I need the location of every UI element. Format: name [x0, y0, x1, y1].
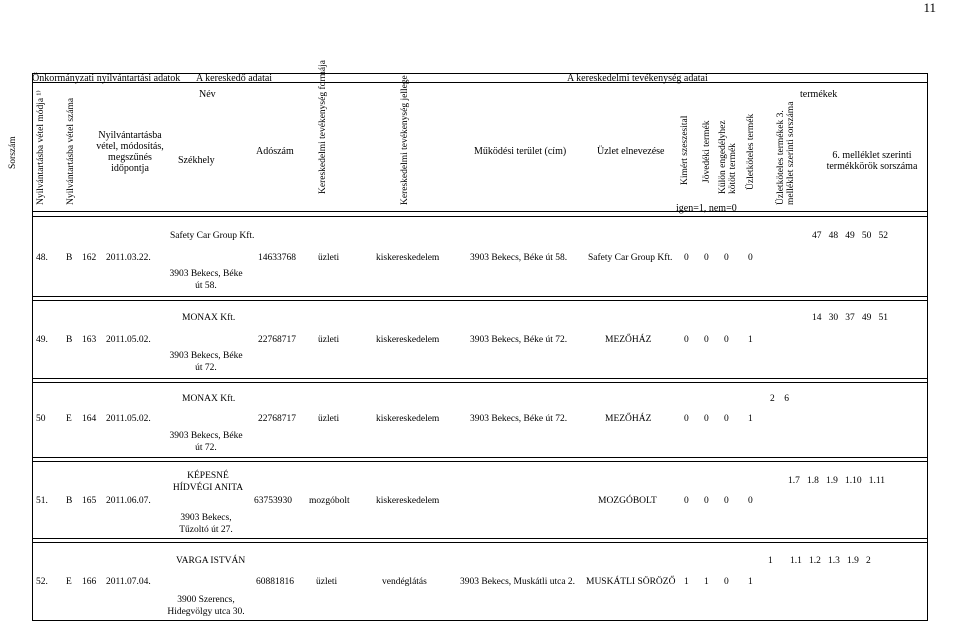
cell-flag-1: 0 — [684, 253, 689, 263]
cell-szekhely: 3900 Szerencs, Hidegvölgy utca 30. — [167, 595, 245, 617]
cell-sorszam: 48. — [36, 253, 48, 263]
cell-forma: mozgóbolt — [309, 496, 350, 506]
header-forma: Kereskedelmi tevékenység formája — [318, 60, 328, 194]
cell-forma: üzleti — [316, 577, 338, 587]
cell-terulet: 3903 Bekecs, Béke út 58. — [470, 253, 568, 263]
header-group-registry: Önkormányzati nyilvántartási adatok — [32, 73, 181, 84]
header-melleklet-6: 6. melléklet szerinti termékkörök sorszáma — [826, 150, 918, 172]
cell-flag-3: 0 — [724, 496, 729, 506]
header-uzletkoteles: Üzletköteles termék — [746, 113, 756, 190]
cell-flag-3: 0 — [724, 253, 729, 263]
header-uzletkoteles-3: Üzletköteles termékek 3. melléklet szerinti sorszáma — [776, 101, 796, 205]
cell-nev: Safety Car Group Kft. — [170, 231, 255, 241]
cell-datum: 2011.05.02. — [106, 335, 151, 345]
cell-datum: 2011.07.04. — [106, 577, 151, 587]
cell-nev: MONAX Kft. — [182, 394, 236, 404]
header-uzlet-elnevezese: Üzlet elnevezése — [597, 146, 665, 157]
cell-nev: KÉPESNÉ HÍDVÉGI ANITA — [172, 471, 244, 493]
cell-adoszam: 14633768 — [258, 253, 296, 263]
cell-uzlet: MOZGÓBOLT — [598, 496, 657, 506]
header-vetel-modja: Nyilvántartásba vétel módja ¹⁾ — [36, 90, 46, 205]
header-group-merchant: A kereskedő adatai — [196, 73, 273, 84]
cell-terulet: 3903 Bekecs, Béke út 72. — [470, 414, 568, 424]
cell-jelleg: kiskereskedelem — [376, 253, 440, 263]
cell-nev: MONAX Kft. — [182, 313, 236, 323]
cell-szam: 163 — [82, 335, 97, 345]
cell-flag-2: 0 — [704, 414, 709, 424]
cell-sorszam: 52. — [36, 577, 48, 587]
cell-sorszam: 49. — [36, 335, 48, 345]
cell-uzlet: Safety Car Group Kft. — [588, 253, 673, 263]
cell-forma: üzleti — [318, 253, 340, 263]
cell-mod: B — [66, 335, 73, 345]
cell-adoszam: 22768717 — [258, 414, 296, 424]
cell-terulet: 3903 Bekecs, Muskátli utca 2. — [460, 577, 576, 587]
cell-forma: üzleti — [318, 335, 340, 345]
cell-m6: 2 6 — [770, 394, 789, 404]
cell-forma: üzleti — [318, 414, 340, 424]
cell-flag-1: 1 — [684, 577, 689, 587]
cell-flag-1: 0 — [684, 335, 689, 345]
cell-flag-2: 0 — [704, 335, 709, 345]
cell-szam: 164 — [82, 414, 97, 424]
cell-szekhely: 3903 Bekecs, Béke út 72. — [169, 431, 243, 453]
header-kulon-engedely: Külön engedélyhez kötött termék — [718, 120, 738, 194]
cell-szekhely: 3903 Bekecs, Béke út 72. — [169, 351, 243, 373]
cell-szekhely: 3903 Bekecs, Béke út 58. — [169, 269, 243, 291]
cell-mod: B — [66, 253, 73, 263]
cell-terulet: 3903 Bekecs, Béke út 72. — [470, 335, 568, 345]
header-vetel-szama: Nyilvántartásba vétel száma — [66, 97, 76, 205]
header-joveki-termek: Jövedéki termék — [702, 120, 712, 183]
cell-sorszam: 50 — [36, 414, 46, 424]
cell-flag-2: 1 — [704, 577, 709, 587]
cell-m6: 14 30 37 49 51 — [812, 313, 888, 323]
header-vetel-datum: Nyilvántartásba vétel, módosítás, megszűnés időpontja — [96, 130, 164, 174]
header-mukodesi-terulet: Működési terület (cím) — [474, 146, 567, 157]
header-kimert-szeszesital: Kimért szeszesital — [680, 115, 690, 185]
cell-jelleg: vendéglátás — [382, 577, 427, 587]
cell-uzlet: MUSKÁTLI SÖRÖZŐ — [586, 577, 676, 587]
header-nev: Név — [199, 89, 216, 100]
cell-adoszam: 60881816 — [256, 577, 294, 587]
cell-flag-1: 0 — [684, 414, 689, 424]
cell-m3: 1 — [768, 556, 773, 566]
cell-mod: E — [66, 414, 72, 424]
cell-flag-4: 0 — [748, 253, 753, 263]
header-group-activity: A kereskedelmi tevékenység adatai — [567, 73, 708, 84]
header-adoszam: Adószám — [256, 146, 294, 157]
cell-m6: 1.1 1.2 1.3 1.9 2 — [790, 556, 871, 566]
cell-uzlet: MEZŐHÁZ — [605, 414, 652, 424]
cell-uzlet: MEZŐHÁZ — [605, 335, 652, 345]
cell-szam: 162 — [82, 253, 97, 263]
cell-flag-4: 0 — [748, 496, 753, 506]
header-szekhely: Székhely — [178, 155, 215, 166]
cell-m6: 1.7 1.8 1.9 1.10 1.11 — [788, 476, 886, 486]
cell-flag-3: 0 — [724, 414, 729, 424]
cell-jelleg: kiskereskedelem — [376, 335, 440, 345]
cell-mod: B — [66, 496, 73, 506]
cell-datum: 2011.06.07. — [106, 496, 151, 506]
page-number: 11 — [923, 0, 936, 15]
cell-flag-2: 0 — [704, 496, 709, 506]
cell-szam: 165 — [82, 496, 97, 506]
cell-datum: 2011.03.22. — [106, 253, 151, 263]
cell-flag-4: 1 — [748, 414, 753, 424]
cell-jelleg: kiskereskedelem — [376, 414, 440, 424]
cell-sorszam: 51. — [36, 496, 48, 506]
cell-datum: 2011.05.02. — [106, 414, 151, 424]
cell-jelleg: kiskereskedelem — [376, 496, 440, 506]
cell-flag-3: 0 — [724, 335, 729, 345]
cell-szam: 166 — [82, 577, 97, 587]
cell-flag-3: 0 — [724, 577, 729, 587]
header-sorszam: Sorszám — [8, 136, 18, 169]
cell-mod: E — [66, 577, 72, 587]
cell-szekhely: 3903 Bekecs, Tűzoltó út 27. — [179, 513, 233, 535]
header-igen-nem: igen=1, nem=0 — [676, 203, 737, 214]
cell-adoszam: 22768717 — [258, 335, 296, 345]
cell-flag-2: 0 — [704, 253, 709, 263]
cell-m6: 47 48 49 50 52 — [812, 231, 888, 241]
cell-flag-1: 0 — [684, 496, 689, 506]
cell-adoszam: 63753930 — [254, 496, 292, 506]
header-jelleg: Kereskedelmi tevékenység jellege — [400, 75, 410, 205]
header-termekek: termékek — [800, 89, 838, 100]
cell-nev: VARGA ISTVÁN — [176, 556, 246, 566]
cell-flag-4: 1 — [748, 335, 753, 345]
cell-flag-4: 1 — [748, 577, 753, 587]
